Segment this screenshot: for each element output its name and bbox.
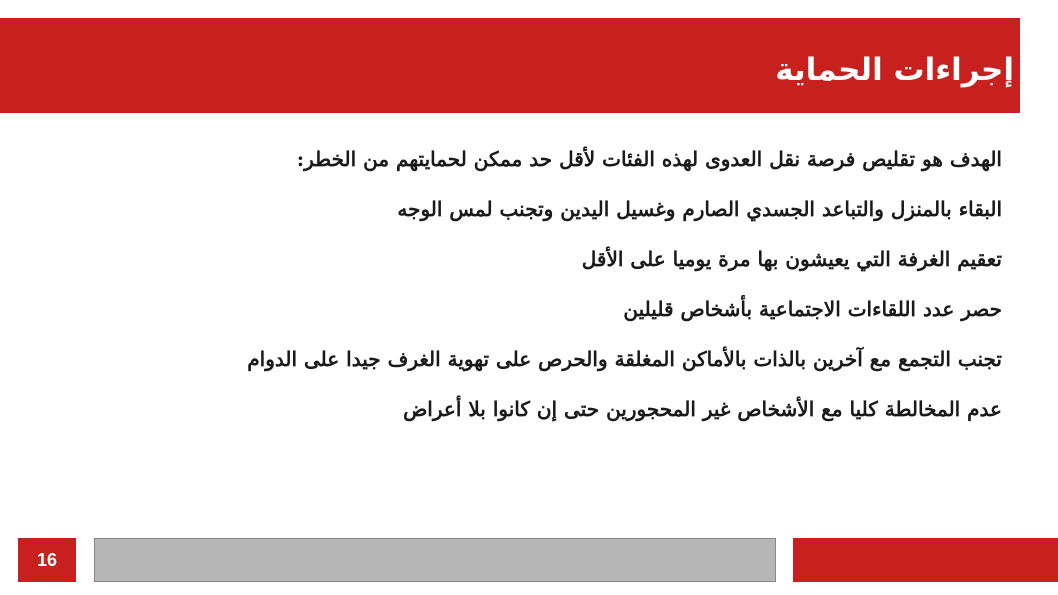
list-item: عدم المخالطة كليا مع الأشخاص غير المحجورين حتى إن كانوا بلا أعراض	[403, 397, 1002, 421]
intro-line: الهدف هو تقليص فرصة نقل العدوى لهذه الفئات لأقل حد ممكن لحمايتهم من الخطر:	[296, 147, 1002, 171]
list-item: البقاء بالمنزل والتباعد الجسدي الصارم وغسيل اليدين وتجنب لمس الوجه	[397, 197, 1002, 221]
list-item: حصر عدد اللقاءات الاجتماعية بأشخاص قليلين	[623, 297, 1002, 321]
footer-gray-bar	[94, 538, 776, 582]
body-list	[247, 138, 1002, 438]
footer-red-bar	[793, 538, 1058, 582]
list-item: تجنب التجمع مع آخرين بالذات بالأماكن المغلقة والحرص على تهوية الغرف جيدا على الدوام	[247, 347, 1002, 371]
page-number: 16	[18, 538, 76, 582]
list-item: تعقيم الغرفة التي يعيشون بها مرة يوميا على الأقل	[581, 247, 1002, 271]
slide-title: إجراءات الحماية	[775, 52, 1014, 88]
